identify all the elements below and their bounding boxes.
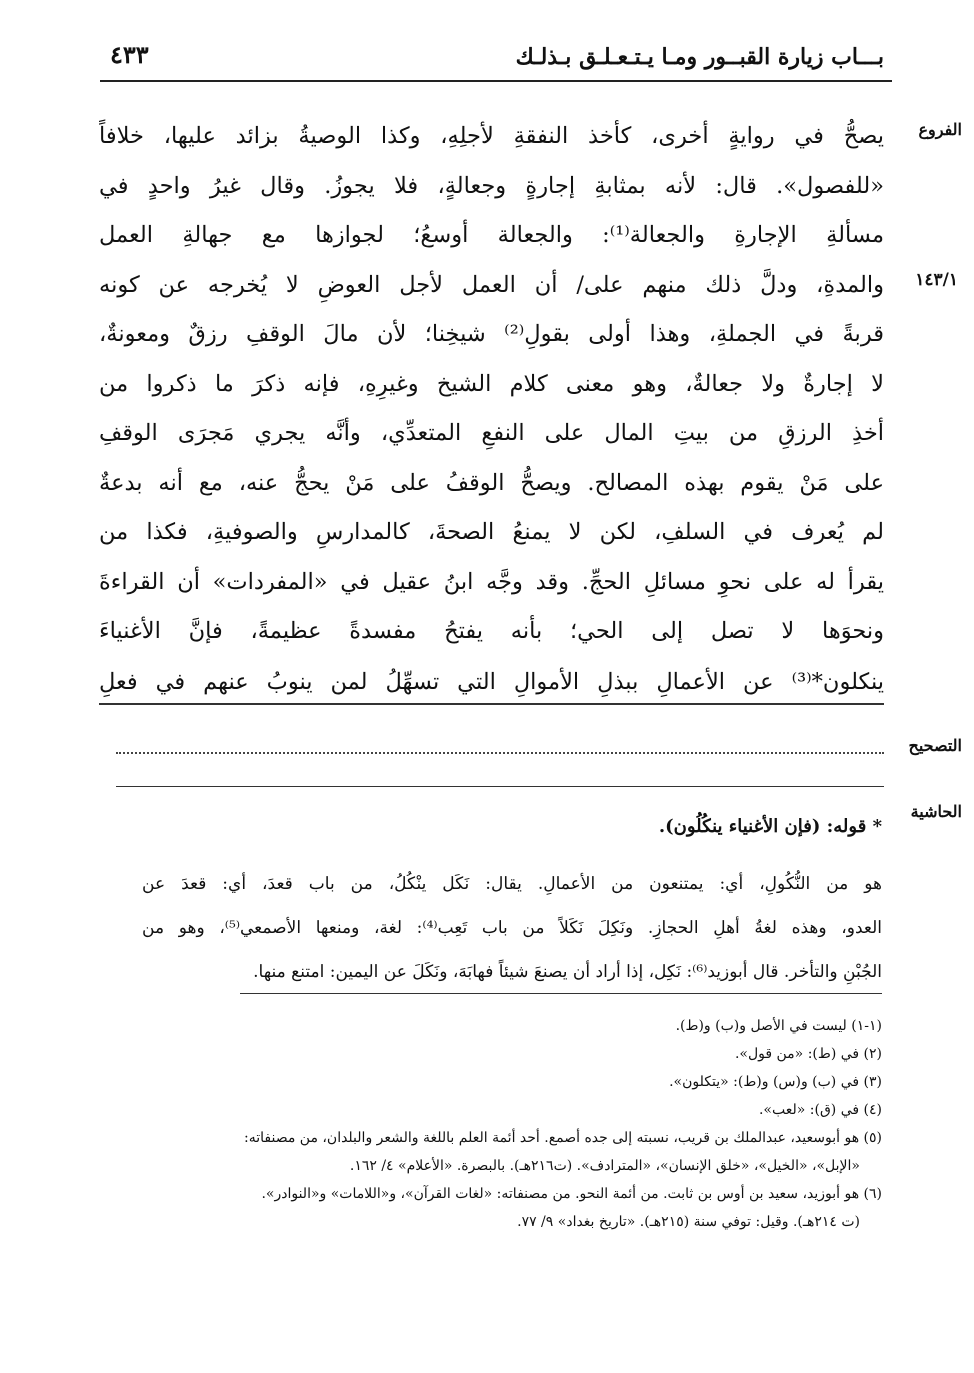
footnote-line: (٦) هو أبوزيد، سعيد بن أوس بن ثابت. من أئمة النحو. من مصنفاته: «لغات القرآن»، و«اللامات» و«النوادر».: [261, 1186, 882, 1202]
running-header-title: بـــاب زيارة القبــور ومـا يـتـعـلـق بـذلـك: [515, 44, 884, 70]
footnote-line: (ت ٢١٤هـ). وقيل: توفي سنة (٢١٥هـ). «تاريخ بغداد» ٩/ ٧٧.: [517, 1214, 860, 1230]
footnote-line: (٣) في (ب) و(س) و(ط): «يتكلون».: [669, 1074, 882, 1090]
main-text-line: ونحوَها لا تصل إلى الحي؛ بأنه يفتحُ مفسدةً عظيمةً، فإنَّ الأغنياءَ: [99, 618, 884, 644]
main-text-line: مسألةِ الإجارةِ والجعالة⁽¹⁾: والجعالة أوسعُ؛ لجوازها مع جهالةِ العمل: [99, 222, 884, 248]
section-divider: [116, 786, 884, 787]
hashiya-heading: * قوله: (فإن الأغنياء ينكُلُون).: [658, 816, 882, 837]
margin-reference-number: ١٤٣/١: [915, 270, 958, 290]
margin-section-label: الفروع: [918, 120, 962, 139]
main-text-block: [99, 112, 884, 705]
footnote-line: (٢) في (ط): «من قول».: [734, 1046, 882, 1062]
footnote-divider: [240, 993, 882, 994]
main-text-line: أخذِ الرزقِ من بيتِ المال على النفعِ المتعدِّي، وأنَّه يجري مَجرَى الوقفِ: [99, 420, 884, 446]
hashiya-line: الجُبْنِ والتأخر. قال أبوزيد⁽⁶⁾: نَكِل، إذا أراد أن يصنعَ شيئاً فهابَهَ، ونَكَلَ عن اليمين: امتنع منها.: [253, 962, 882, 982]
main-text-line: لم يُعرف في السلفِ، لكن لا يمنعُ الصحةَ، كالمدارسِ والصوفيةِ، فكذا من: [99, 519, 884, 545]
footnote-line: (٤) في (ق): «لعب».: [758, 1102, 882, 1118]
footnote-line: (٥) هو أبوسعيد، عبدالملك بن قريب، نسبته إلى جده أصمع. أحد أئمة العلم باللغة والشعر والبلدان، من مصنفاته:: [244, 1130, 882, 1146]
footnote-line: «الإبل»، «الخيل»، «خلق الإنسان»، «المترادف». (ت٢١٦هـ). بالبصرة. «الأعلام» ٤/ ١٦٢.: [349, 1158, 860, 1174]
correction-dotted-line: [116, 752, 884, 754]
hashiya-body: [142, 862, 882, 994]
main-text-line: ينكلون*⁽³⁾ عن الأعمالِ ببذلِ الأموالِ التي تسهِّلُ لمن ينوبُ عنهم في فعلِ: [99, 661, 884, 705]
main-text-line: قربةً في الجملةِ، وهذا أولى بقولِ⁽²⁾ شيخِنا؛ لأن مالَ الوقفِ رزقٌ ومعونةٌ،: [99, 321, 884, 347]
main-text-line: والمدةِ، ودلَّ ذلك منهم على/ أن العمل لأجل العوضِ لا يُخرجه عن كونه: [99, 271, 884, 298]
main-text-line: «للفصول». قال: لأنه بمثابةِ إجارةٍ وجعالةٍ، فلا يجوزُ. وقال غيرُ واحدٍ في: [99, 172, 884, 199]
main-text-line: لا إجارةٌ ولا جعالةٌ، وهو معنى كلام الشيخ وغيرِهِ، فإنه ذكرَ ما ذكروا من: [99, 370, 884, 397]
main-text-line: يصحُّ في روايةٍ أخرى، كأخذ النفقةِ لأجلِهِ، وكذا الوصيةُ بزائد عليها، خلافاً: [99, 123, 884, 149]
footnotes: [122, 1012, 882, 1236]
page-number: ٤٣٣: [110, 40, 149, 69]
footnote-line: (١-١) ليست في الأصل و(ب) و(ط).: [675, 1018, 882, 1034]
hashiya-line: هو من النُّكُولِ، أي: يمتنعون من الأعمالِ. يقال: نَكَل ينْكُلُ، من باب قعدَ، أي: قعدَ عن: [142, 874, 882, 894]
main-text-line: على مَنْ يقوم بهذه المصالح. ويصحُّ الوقفُ على مَنْ يحجُّ عنه، مع أنه بدعةٌ: [99, 469, 884, 496]
main-text-line: يقرأ له على نحوِ مسائلِ الحجِّ. وقد وجَّه ابنُ عقيل في «المفردات» أن القراءةَ: [99, 568, 884, 595]
header-rule: [100, 80, 892, 82]
hashiya-label: الحاشية: [910, 802, 962, 821]
correction-label: التصحيح: [908, 736, 962, 755]
hashiya-line: العدو، وهذه لغةُ أهلِ الحجازِ. ونَكِلَ نَكَلاً من باب تَعِب⁽⁴⁾: لغة، ومنعها الأصمعي⁽⁵⁾، وهو من: [142, 918, 882, 938]
